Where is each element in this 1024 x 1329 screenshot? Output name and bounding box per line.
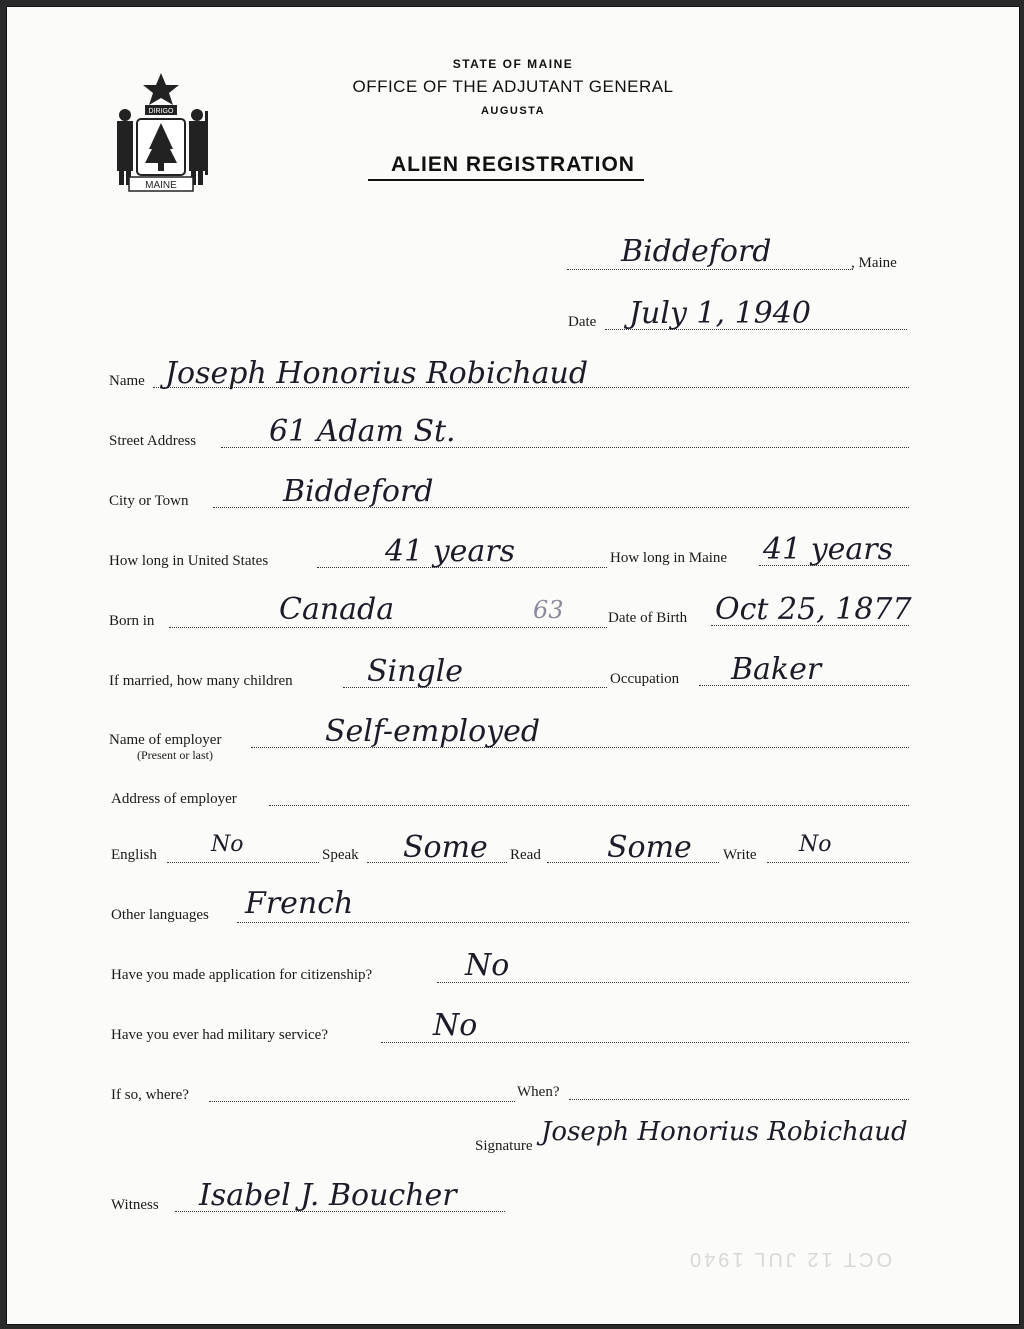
how-long-us-label: How long in United States (109, 553, 269, 569)
maine-label: , Maine (851, 255, 897, 271)
city-value: Biddeford (283, 474, 434, 509)
form-title: ALIEN REGISTRATION (391, 153, 635, 176)
title-underline (368, 179, 644, 181)
how-long-maine-label: How long in Maine (610, 550, 728, 566)
where-line (209, 1101, 515, 1102)
date-value: July 1, 1940 (629, 296, 811, 331)
when-label: When? (517, 1084, 560, 1100)
other-languages-value: French (245, 886, 354, 921)
born-in-line (169, 627, 607, 628)
when-line (569, 1099, 909, 1100)
date-of-birth-label: Date of Birth (608, 610, 688, 626)
name-label: Name (109, 373, 145, 389)
born-in-label: Born in (109, 613, 155, 629)
write-value: No (799, 832, 832, 857)
english-value: No (211, 832, 244, 857)
registration-form (6, 6, 1020, 1325)
witness-value: Isabel J. Boucher (199, 1178, 457, 1213)
read-label: Read (510, 847, 541, 863)
write-line (767, 862, 909, 863)
speak-value: Some (403, 830, 488, 865)
city-label: City or Town (109, 493, 189, 509)
english-line (167, 862, 319, 863)
speak-label: Speak (322, 847, 359, 863)
employer-value: Self-employed (325, 714, 541, 749)
where-label: If so, where? (111, 1087, 189, 1103)
name-value: Joseph Honorius Robichaud (165, 356, 589, 391)
age-pencil-note: 63 (533, 596, 564, 624)
military-label: Have you ever had military service? (111, 1027, 328, 1043)
header-office: OFFICE OF THE ADJUTANT GENERAL (352, 77, 674, 96)
occupation-value: Baker (731, 652, 822, 687)
place-value: Biddeford (621, 234, 772, 269)
how-long-us-value: 41 years (385, 534, 516, 569)
military-value: No (433, 1008, 478, 1043)
occupation-label: Occupation (610, 671, 680, 687)
employer-address-label: Address of employer (111, 791, 237, 807)
witness-label: Witness (111, 1197, 159, 1213)
header-state: STATE OF MAINE (452, 57, 574, 71)
header-city: AUGUSTA (480, 105, 546, 117)
seal-motto: DIRIGO (148, 108, 174, 115)
date-label: Date (568, 314, 597, 330)
read-value: Some (607, 830, 692, 865)
children-label: If married, how many children (109, 673, 293, 689)
employer-label: Name of employer (109, 732, 222, 748)
received-stamp: OCT 12 JUL 1940 (687, 1248, 893, 1270)
employer-sublabel: (Present or last) (137, 748, 213, 762)
other-languages-label: Other languages (111, 907, 209, 923)
citizenship-label: Have you made application for citizenship? (111, 967, 373, 983)
english-label: English (111, 847, 157, 863)
how-long-maine-value: 41 years (763, 532, 894, 567)
born-in-value: Canada (279, 592, 395, 627)
street-address-label: Street Address (109, 433, 197, 449)
write-label: Write (723, 847, 757, 863)
street-address-value: 61 Adam St. (269, 414, 456, 449)
citizenship-value: No (465, 948, 510, 983)
signature-value: Joseph Honorius Robichaud (541, 1117, 908, 1147)
employer-address-line (269, 805, 909, 806)
date-of-birth-value: Oct 25, 1877 (715, 592, 912, 627)
seal-banner: MAINE (145, 180, 177, 191)
children-value: Single (367, 654, 464, 689)
other-languages-line (237, 922, 909, 923)
signature-label: Signature (475, 1138, 533, 1154)
place-line (567, 269, 853, 270)
